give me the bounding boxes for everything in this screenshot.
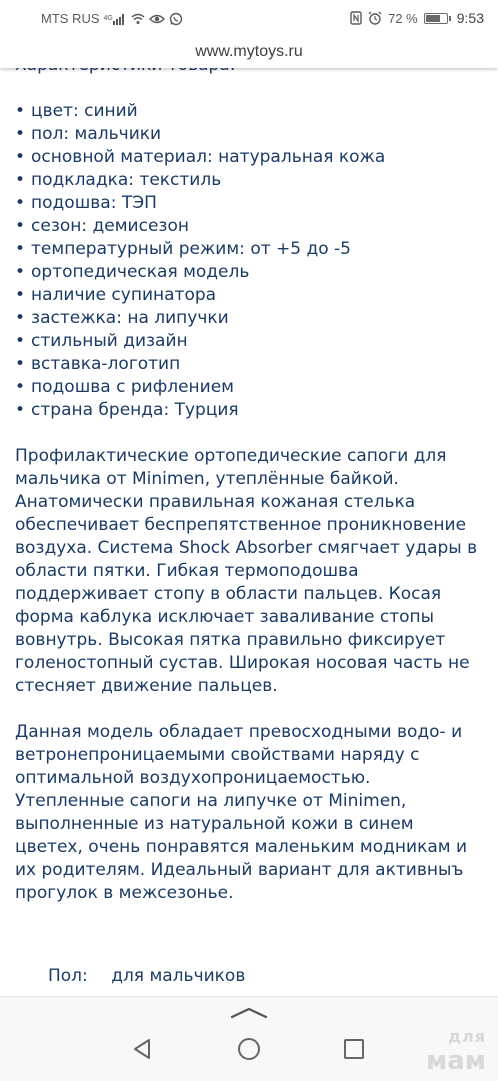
gender-value: для мальчиков bbox=[111, 966, 246, 986]
spec-text: застежка: на липучки bbox=[31, 308, 229, 328]
battery-fill bbox=[426, 15, 440, 22]
back-icon[interactable] bbox=[131, 1037, 153, 1065]
spec-text: стильный дизайн bbox=[31, 331, 188, 351]
product-description bbox=[15, 54, 485, 905]
spec-text: основной материал: натуральная кожа bbox=[31, 147, 386, 167]
watermark-bottom: мам bbox=[425, 1046, 486, 1076]
bullet: • bbox=[15, 193, 26, 213]
bullet: • bbox=[15, 400, 26, 420]
status-left bbox=[41, 11, 183, 26]
bullet: • bbox=[15, 124, 26, 144]
whatsapp-icon bbox=[169, 12, 183, 26]
browser-url-bar[interactable] bbox=[0, 38, 498, 68]
url-text[interactable]: www.mytoys.ru bbox=[195, 43, 303, 60]
signal-icon bbox=[104, 13, 127, 25]
home-icon[interactable] bbox=[237, 1037, 261, 1065]
spec-item bbox=[15, 353, 485, 376]
spec-item bbox=[15, 399, 485, 422]
spec-text: подошва: ТЭП bbox=[31, 193, 157, 213]
spec-text: наличие супинатора bbox=[31, 285, 217, 305]
bullet: • bbox=[15, 101, 26, 121]
bullet: • bbox=[15, 308, 26, 328]
gender-label: Пол: bbox=[48, 966, 88, 986]
spec-item bbox=[15, 284, 485, 307]
battery-tip bbox=[449, 16, 451, 21]
spec-item bbox=[15, 215, 485, 238]
spec-item bbox=[15, 169, 485, 192]
spec-text: вставка-логотип bbox=[31, 354, 181, 374]
description-paragraph-1: Профилактические ортопедические сапоги для мальчика от Minimen, утеплённые байкой. Анатомически правильная кожаная стелька обеспечивает беспрепятственное проникновение воздуха. Система Shock Absorber смягчает удары в области пятки. Гибкая термоподошва поддерживает стопу в области пальцев. Косая форма каблука исключает заваливание стопы вовнутрь. Высокая пятка правильно фиксирует голеностопный сустав. Широкая носовая часть не стесняет движение пальцев. bbox=[15, 446, 478, 696]
eye-icon bbox=[149, 13, 165, 25]
spec-item bbox=[15, 100, 485, 123]
bullet: • bbox=[15, 262, 26, 282]
spec-item bbox=[15, 330, 485, 353]
spec-item bbox=[15, 261, 485, 284]
description-paragraph-2: Данная модель обладает превосходными водо- и ветронепроницаемыми свойствами наряду с оптимальной воздухопроницаемостью. Утепленные сапоги на липучке от Minimen, выполненные из натуральной кожи в синем цветех, очень понравятся маленьким модникам и их родителям. Идеальный вариант для активныъ прогулок в межсезонье. bbox=[15, 722, 468, 903]
spec-text: ортопедическая модель bbox=[31, 262, 250, 282]
bullet: • bbox=[15, 216, 26, 236]
recents-icon[interactable] bbox=[343, 1037, 365, 1065]
carrier-name: MTS RUS bbox=[41, 11, 100, 26]
alarm-icon bbox=[368, 11, 382, 25]
battery-icon bbox=[424, 13, 451, 24]
spec-text: подошва с рифлением bbox=[31, 377, 234, 397]
spec-item bbox=[15, 307, 485, 330]
spec-list bbox=[15, 100, 485, 422]
spec-text: сезон: демисезон bbox=[31, 216, 189, 236]
clock: 9:53 bbox=[456, 10, 484, 26]
chevron-up-icon[interactable] bbox=[229, 1005, 269, 1024]
spec-text: пол: мальчики bbox=[31, 124, 162, 144]
bullet: • bbox=[15, 285, 26, 305]
spec-item bbox=[15, 376, 485, 399]
watermark-logo bbox=[426, 1027, 486, 1075]
spec-text: цвет: синий bbox=[31, 101, 138, 121]
spec-item bbox=[15, 146, 485, 169]
nfc-icon bbox=[350, 11, 362, 25]
bullet: • bbox=[15, 354, 26, 374]
spec-text: подкладка: текстиль bbox=[31, 170, 222, 190]
spec-text: температурный режим: от +5 до -5 bbox=[31, 239, 351, 259]
spec-item bbox=[15, 123, 485, 146]
bullet: • bbox=[15, 147, 26, 167]
network-type: 4G bbox=[103, 15, 113, 22]
bullet: • bbox=[15, 239, 26, 259]
navigation-bar bbox=[0, 996, 498, 1081]
bullet: • bbox=[15, 377, 26, 397]
spec-item bbox=[15, 192, 485, 215]
bullet: • bbox=[15, 331, 26, 351]
status-bar bbox=[0, 0, 498, 38]
watermark-top: для bbox=[448, 1027, 486, 1046]
wifi-icon bbox=[131, 13, 145, 25]
battery-body bbox=[424, 13, 448, 24]
spec-item bbox=[15, 238, 485, 261]
spec-text: страна бренда: Турция bbox=[31, 400, 239, 420]
gender-row bbox=[48, 965, 245, 988]
bullet: • bbox=[15, 170, 26, 190]
battery-percent: 72 % bbox=[388, 10, 418, 26]
status-right bbox=[350, 10, 484, 26]
